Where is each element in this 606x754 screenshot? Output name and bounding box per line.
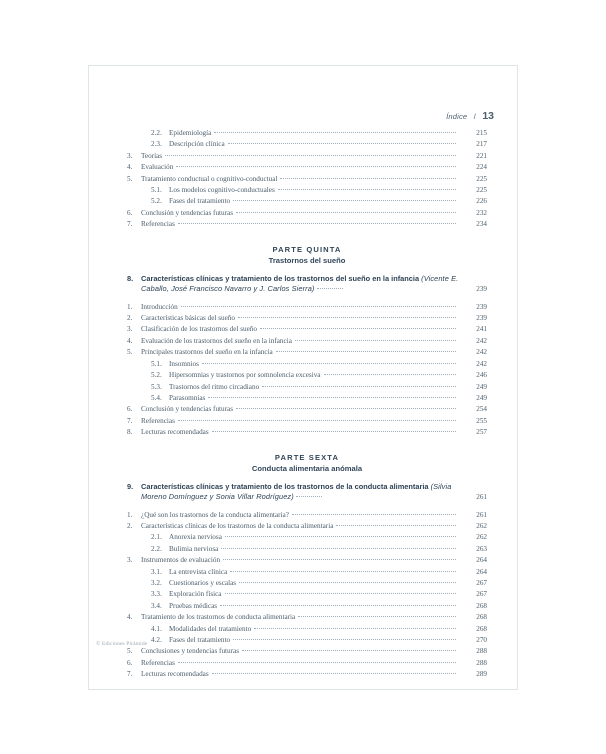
toc-entry-title: Referencias: [141, 416, 175, 425]
toc-entry-page: 221: [476, 151, 487, 160]
toc-entry[interactable]: [127, 601, 487, 612]
chapter-authors: (Vicente E. Caballo, José Francisco Navarro y J. Carlos Sierra): [141, 273, 459, 294]
toc-entry-page: 264: [476, 567, 487, 576]
toc-leader-dots: [221, 547, 456, 549]
toc-entry[interactable]: [127, 669, 487, 680]
toc-entry[interactable]: [127, 646, 487, 657]
toc-entry-page: 262: [476, 533, 487, 542]
toc-entry[interactable]: [127, 658, 487, 669]
toc-entry-title: Bulimia nerviosa: [169, 544, 219, 553]
toc-entry-page: 225: [476, 174, 487, 183]
toc-entry-title: Clasificación de los trastornos del sueño: [141, 325, 257, 334]
toc-leader-dots: [262, 385, 456, 387]
toc-entry-page: 215: [476, 129, 487, 137]
toc-entry-page: 255: [476, 416, 487, 425]
toc-leader-dots: [298, 615, 456, 617]
toc-entry-title: Lecturas recomendadas: [141, 428, 209, 437]
toc-entry[interactable]: [127, 382, 487, 393]
running-head: [446, 106, 494, 124]
toc-leader-dots: [181, 305, 456, 307]
toc-entry[interactable]: [127, 151, 487, 162]
toc-leader-dots: [242, 649, 456, 651]
page-number: 13: [482, 110, 494, 122]
toc-entry[interactable]: [127, 416, 487, 427]
toc-entry[interactable]: [127, 370, 487, 381]
chapter-body: [141, 482, 461, 503]
toc-entry-page: 267: [476, 590, 487, 599]
toc-entry-title: Modalidades del tratamiento: [169, 624, 252, 633]
toc-leader-dots: [165, 154, 456, 156]
toc-entry-title: ¿Qué son los trastornos de la conducta alimentaria?: [141, 510, 289, 519]
toc-entry-number: 4.1.: [151, 624, 162, 633]
toc-entry[interactable]: [127, 404, 487, 415]
toc-entry-page: 249: [476, 382, 487, 391]
toc-leader-dots: [212, 430, 456, 432]
toc-entry[interactable]: [127, 544, 487, 555]
table-of-contents: [127, 128, 487, 681]
toc-leader-dots: [260, 327, 456, 329]
toc-leader-dots: [208, 396, 456, 398]
toc-entry-title: Características básicas del sueño: [141, 314, 235, 323]
running-head-separator: /: [473, 112, 476, 121]
toc-leader-dots: [178, 419, 456, 421]
toc-entry-page: 217: [476, 140, 487, 149]
toc-entry-title: Epidemiología: [169, 129, 212, 137]
toc-entry[interactable]: [127, 393, 487, 404]
toc-entry-title: Tratamiento de los trastornos de conducta alimentaria: [141, 613, 296, 622]
toc-entry-title: Referencias: [141, 658, 175, 667]
toc-entry-title: Referencias: [141, 220, 175, 229]
toc-entry-number: 3.: [127, 151, 133, 160]
toc-entry-page: 288: [476, 647, 487, 656]
toc-entry-title: Conclusiones y tendencias futuras: [141, 647, 240, 656]
toc-entry-title: Instrumentos de evaluación: [141, 556, 221, 565]
chapter-page: 261: [476, 493, 487, 502]
chapter-title: Características clínicas y tratamiento de los trastornos del sueño en la infancia: [141, 273, 420, 283]
toc-entry-number: 7.: [127, 670, 133, 679]
toc-entry[interactable]: [127, 208, 487, 219]
toc-entry-number: 3.1.: [151, 567, 162, 576]
chapter-number: 9.: [127, 481, 134, 491]
toc-entry-number: 5.: [127, 348, 133, 357]
toc-entry-number: 7.: [127, 220, 133, 229]
toc-leader-dots: [233, 638, 456, 640]
toc-leader-dots: [212, 672, 456, 674]
toc-entry[interactable]: [127, 302, 487, 313]
toc-entry-title: La entrevista clínica: [169, 567, 228, 576]
toc-leader-dots: [223, 558, 456, 560]
chapter-body: [141, 274, 461, 295]
toc-entry-title: Exploración física: [169, 590, 222, 599]
toc-entry-page: 234: [476, 220, 487, 229]
toc-entry[interactable]: [127, 510, 487, 521]
toc-entry-number: 5.: [127, 647, 133, 656]
toc-entry[interactable]: [127, 128, 487, 139]
toc-entry-page: 289: [476, 670, 487, 679]
toc-entry-title: Anorexia nerviosa: [169, 533, 222, 542]
toc-entry-page: 249: [476, 393, 487, 402]
toc-entry[interactable]: [127, 324, 487, 335]
toc-entry-page: 246: [476, 371, 487, 380]
toc-leader-dots: [178, 222, 456, 224]
toc-entry-page: 224: [476, 163, 487, 172]
toc-entry-title: Cuestionarios y escalas: [169, 578, 237, 587]
toc-entry[interactable]: [127, 532, 487, 543]
toc-entry-number: 3.4.: [151, 601, 162, 610]
toc-entry[interactable]: [127, 521, 487, 532]
toc-entry-number: 1.: [127, 510, 133, 519]
toc-entry-page: 262: [476, 521, 487, 530]
toc-leader-dots: [236, 211, 456, 213]
toc-entry[interactable]: [127, 555, 487, 566]
toc-entry-page: 264: [476, 556, 487, 565]
toc-entry-number: 4.: [127, 613, 133, 622]
toc-leader-dots: [220, 604, 456, 606]
toc-entry-number: 8.: [127, 428, 133, 437]
toc-entry-page: 242: [476, 336, 487, 345]
toc-entry-number: 2.1.: [151, 533, 162, 542]
toc-entry-title: Fases del tratamiento: [169, 197, 231, 206]
toc-entry-page: 242: [476, 348, 487, 357]
toc-entry-page: 270: [476, 636, 487, 644]
toc-entry-page: 288: [476, 658, 487, 667]
toc-entry-number: 7.: [127, 416, 133, 425]
toc-entry[interactable]: [127, 219, 487, 230]
toc-leader-dots: [239, 581, 456, 583]
toc-entry[interactable]: [127, 162, 487, 173]
toc-entry-page: 268: [476, 613, 487, 622]
toc-entry-number: 4.: [127, 336, 133, 345]
part-heading: [127, 452, 487, 474]
chapter-authors: (Silvia Moreno Domínguez y Sonia Villar Rodríguez): [141, 481, 452, 502]
toc-entry-title: Conclusión y tendencias futuras: [141, 405, 234, 414]
toc-entry[interactable]: [127, 427, 487, 438]
toc-entry-number: 5.3.: [151, 382, 162, 391]
toc-leader-dots: [317, 287, 343, 289]
part-name: PARTE QUINTA: [272, 244, 342, 254]
toc-entry[interactable]: [127, 174, 487, 185]
toc-entry-page: 267: [476, 578, 487, 587]
toc-entry-page: 232: [476, 208, 487, 217]
toc-entry-number: 3.: [127, 556, 133, 565]
toc-entry-title: Parasomnias: [169, 393, 206, 402]
document-page: [88, 65, 518, 690]
toc-entry-page: 239: [476, 302, 487, 311]
footer-copyright: © Ediciones Pirámide: [96, 641, 148, 647]
toc-entry-page: 241: [476, 325, 487, 334]
toc-entry-number: 1.: [127, 302, 133, 311]
running-head-label: Índice: [446, 112, 468, 121]
page-content: [89, 66, 517, 689]
toc-entry[interactable]: [127, 359, 487, 370]
toc-entry-page: 268: [476, 601, 487, 610]
toc-leader-dots: [295, 339, 456, 341]
toc-leader-dots: [225, 592, 457, 594]
toc-leader-dots: [254, 627, 456, 629]
toc-entry[interactable]: [127, 336, 487, 347]
chapter-title: Características clínicas y tratamiento de los trastornos de la conducta alimentaria: [141, 481, 429, 491]
toc-entry-number: 5.2.: [151, 371, 162, 380]
toc-leader-dots: [176, 165, 456, 167]
toc-leader-dots: [292, 513, 456, 515]
toc-entry[interactable]: [127, 185, 487, 196]
toc-entry-title: Introducción: [141, 302, 178, 311]
chapter-heading[interactable]: [127, 274, 487, 295]
toc-entry-number: 3.: [127, 325, 133, 334]
toc-entry-title: Evaluación: [141, 163, 174, 172]
toc-leader-dots: [280, 177, 456, 179]
toc-leader-dots: [225, 535, 456, 537]
toc-entry-title: Hipersomnias y trastornos por somnolencia excesiva: [169, 371, 321, 380]
toc-entry-title: Trastornos del ritmo circadiano: [169, 382, 260, 391]
part-subtitle: Conducta alimentaria anómala: [251, 463, 363, 473]
toc-entry-number: 4.: [127, 163, 133, 172]
toc-entry-page: 242: [476, 359, 487, 368]
toc-leader-dots: [236, 407, 456, 409]
toc-entry-page: 261: [476, 510, 487, 519]
toc-entry[interactable]: [127, 567, 487, 578]
toc-entry-title: Evaluación de los trastornos del sueño en la infancia: [141, 336, 292, 345]
toc-entry[interactable]: [127, 624, 487, 635]
toc-entry-title: Conclusión y tendencias futuras: [141, 208, 234, 217]
part-subtitle: Trastornos del sueño: [268, 255, 346, 265]
part-heading: [127, 244, 487, 266]
chapter-number: 8.: [127, 273, 134, 283]
toc-entry-page: 226: [476, 197, 487, 206]
toc-leader-dots: [178, 661, 456, 663]
toc-leader-dots: [296, 495, 322, 497]
toc-entry[interactable]: [127, 589, 487, 600]
toc-leader-dots: [278, 188, 456, 190]
toc-entry[interactable]: [127, 196, 487, 207]
toc-entry[interactable]: [127, 139, 487, 150]
toc-entry-title: Tratamiento conductual o cognitivo-conductual: [141, 174, 278, 183]
toc-entry-number: 2.2.: [151, 544, 162, 553]
toc-entry-page: 254: [476, 405, 487, 414]
toc-entry-title: Lecturas recomendadas: [141, 670, 209, 679]
toc-entry-number: 5.2.: [151, 197, 162, 206]
toc-entry-number: 5.1.: [151, 359, 162, 368]
toc-entry[interactable]: [127, 578, 487, 589]
toc-entry-title: Pruebas médicas: [169, 601, 218, 610]
toc-entry-number: 2.3.: [151, 140, 162, 149]
toc-entry-page: 263: [476, 544, 487, 553]
toc-entry-number: 6.: [127, 405, 133, 414]
toc-leader-dots: [230, 570, 456, 572]
toc-entry-number: 5.: [127, 174, 133, 183]
toc-entry-number: 5.1.: [151, 186, 162, 195]
toc-entry-page: 268: [476, 624, 487, 633]
chapter-page: 239: [476, 285, 487, 294]
toc-entry-page: 225: [476, 186, 487, 195]
toc-leader-dots: [324, 373, 457, 375]
toc-entry-title: Los modelos cognitivo-conductuales: [169, 186, 275, 195]
chapter-heading[interactable]: [127, 482, 487, 503]
toc-leader-dots: [238, 316, 456, 318]
toc-entry-number: 2.: [127, 314, 133, 323]
toc-entry-number: 6.: [127, 208, 133, 217]
toc-entry-title: Fases del tratamiento: [169, 636, 231, 644]
toc-entry-number: 6.: [127, 658, 133, 667]
toc-entry[interactable]: [127, 635, 487, 646]
toc-entry[interactable]: [127, 612, 487, 623]
toc-entry-title: Insomnios: [169, 359, 199, 368]
toc-leader-dots: [276, 350, 456, 352]
toc-entry-number: 3.2.: [151, 578, 162, 587]
toc-entry-title: Características clínicas de los trastornos de la conducta alimentaria: [141, 521, 334, 530]
toc-entry-title: Descripción clínica: [169, 140, 225, 149]
toc-leader-dots: [233, 199, 456, 201]
toc-leader-dots: [202, 362, 456, 364]
toc-entry-number: 4.2.: [151, 636, 162, 644]
toc-entry-page: 239: [476, 314, 487, 323]
toc-entry-number: 3.3.: [151, 590, 162, 599]
part-name: PARTE SEXTA: [274, 452, 340, 462]
toc-entry-number: 5.4.: [151, 393, 162, 402]
toc-leader-dots: [214, 131, 456, 133]
toc-entry-page: 257: [476, 428, 487, 437]
toc-entry-title: Teorías: [141, 151, 163, 160]
toc-entry[interactable]: [127, 347, 487, 358]
toc-entry-number: 2.: [127, 521, 133, 530]
toc-entry-number: 2.2.: [151, 129, 162, 137]
toc-leader-dots: [336, 524, 456, 526]
toc-leader-dots: [228, 142, 456, 144]
toc-entry[interactable]: [127, 313, 487, 324]
toc-entry-title: Principales trastornos del sueño en la infancia: [141, 348, 273, 357]
